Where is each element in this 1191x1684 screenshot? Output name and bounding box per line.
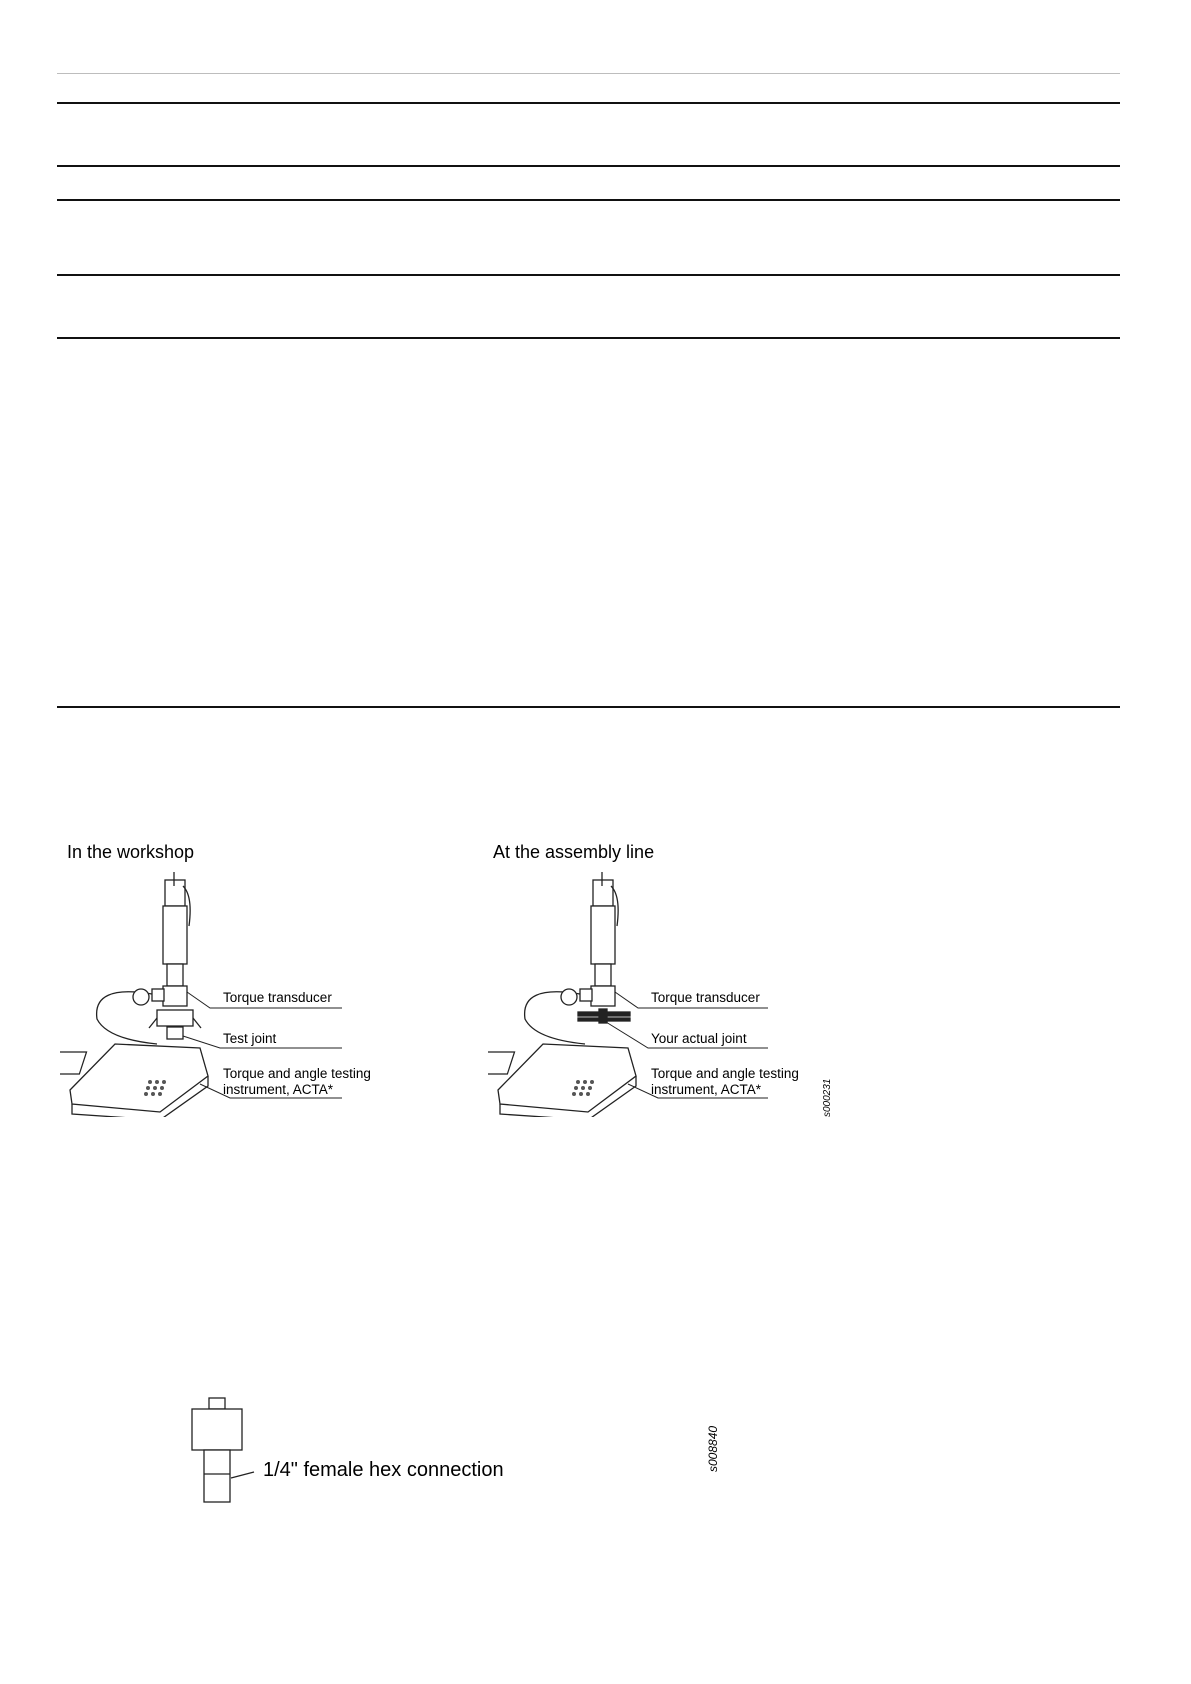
- caption-workshop: In the workshop: [67, 842, 195, 862]
- header-rule: [57, 73, 1120, 74]
- figure-2-code: s008840: [706, 1425, 720, 1472]
- label-instrument-right-1: Torque and angle testing: [651, 1066, 799, 1081]
- assembly-line-illustration: [488, 872, 838, 1117]
- label-test-joint: Test joint: [223, 1031, 277, 1046]
- label-instrument-left-1: Torque and angle testing: [223, 1066, 371, 1081]
- table-rule-4: [57, 274, 1120, 276]
- caption-assembly-line: At the assembly line: [493, 842, 655, 862]
- label-instrument-right-2: instrument, ACTA*: [651, 1082, 762, 1097]
- table-rule-5: [57, 337, 1120, 339]
- label-hex-connection: 1/4" female hex connection: [263, 1459, 504, 1481]
- table-rule-1: [57, 102, 1120, 104]
- table-rule-6: [57, 706, 1120, 708]
- label-torque-transducer-left: Torque transducer: [223, 990, 332, 1005]
- label-instrument-left-2: instrument, ACTA*: [223, 1082, 334, 1097]
- hex-connection-illustration: [180, 1390, 780, 1510]
- label-actual-joint: Your actual joint: [651, 1031, 747, 1046]
- table-rule-2: [57, 165, 1120, 167]
- table-rule-3: [57, 199, 1120, 201]
- figure-1-code: s000231: [822, 1078, 833, 1117]
- workshop-illustration: [60, 872, 410, 1117]
- label-torque-transducer-right: Torque transducer: [651, 990, 760, 1005]
